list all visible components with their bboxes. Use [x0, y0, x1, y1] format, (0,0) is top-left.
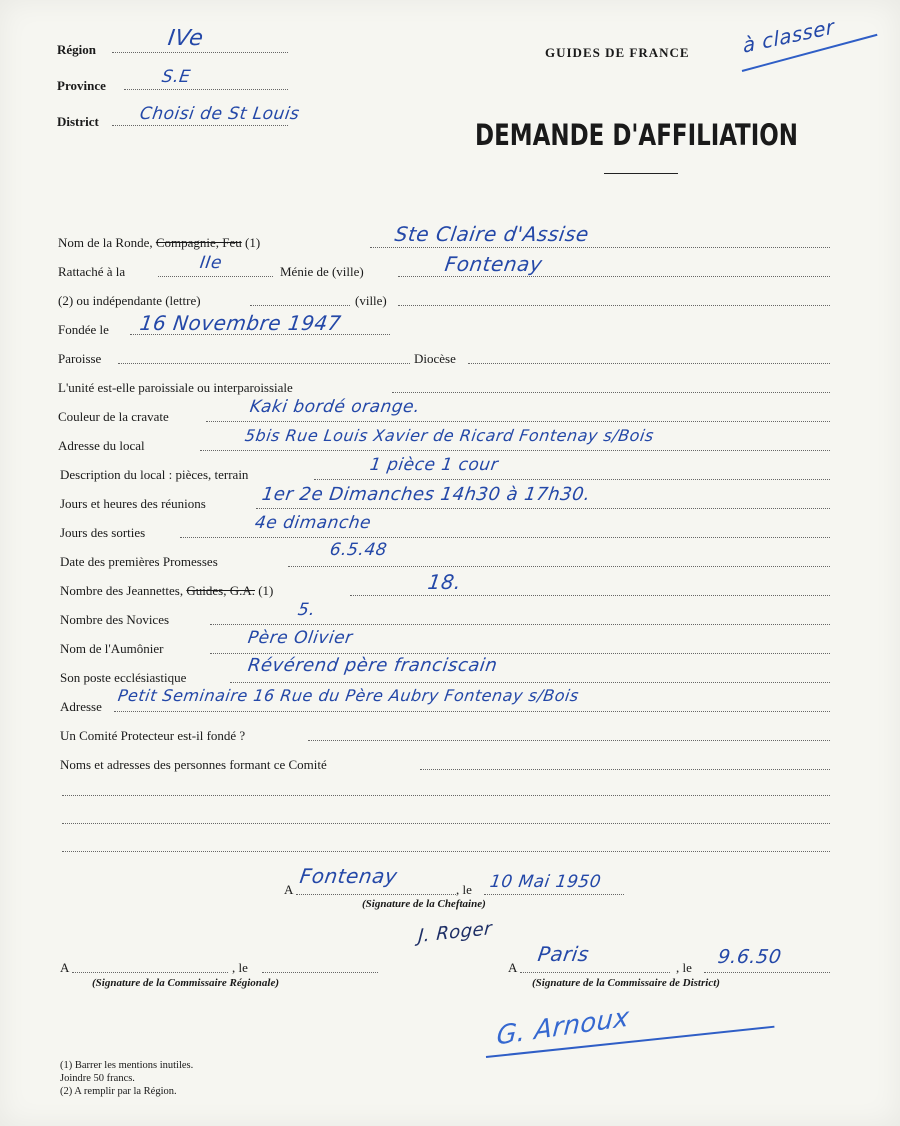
description-line	[314, 479, 830, 480]
jours-reunions-value: 1er 2e Dimanches 14h30 à 17h30.	[260, 484, 592, 505]
noms-line-2	[62, 795, 830, 796]
ronde-value: Ste Claire d'Assise	[393, 222, 591, 246]
ronde-line	[370, 247, 830, 248]
fondee-value: 16 Novembre 1947	[138, 311, 343, 335]
district-caption: (Signature de la Commissaire de District)	[532, 977, 720, 989]
noms-line	[420, 769, 830, 770]
noms-label: Noms et adresses des personnes formant ce Comité	[60, 757, 327, 772]
jours-reunions-label: Jours et heures des réunions	[60, 496, 206, 511]
cheftaine-date: 10 Mai 1950	[488, 872, 603, 892]
district-signature: G. Arnoux	[495, 1002, 631, 1052]
rattache-line	[158, 276, 273, 277]
adresse-local-label: Adresse du local	[58, 438, 145, 453]
indep-label: (2) ou indépendante (lettre)	[58, 293, 201, 308]
paroisse-line	[118, 363, 410, 364]
adresse-value: Petit Seminaire 16 Rue du Père Aubry Fontenay s/Bois	[116, 686, 581, 705]
adresse-line	[114, 711, 830, 712]
jours-sorties-value: 4e dimanche	[253, 513, 373, 533]
fondee-label: Fondée le	[58, 322, 109, 337]
org-name: GUIDES DE FRANCE	[545, 45, 690, 60]
regionale-date-line	[262, 972, 378, 973]
description-label: Description du local : pièces, terrain	[60, 467, 249, 482]
district-date: 9.6.50	[716, 946, 783, 968]
menie-label: Ménie de (ville)	[280, 264, 364, 279]
region-value: IVe	[166, 26, 206, 51]
novices-value: 5.	[296, 600, 317, 620]
classer-annotation: à classer	[742, 14, 836, 58]
ville-label: (ville)	[355, 293, 387, 308]
regionale-le-label: , le	[232, 960, 248, 975]
cheftaine-a-label: A	[284, 882, 294, 897]
province-label: Province	[57, 78, 106, 93]
cheftaine-date-line	[484, 894, 624, 895]
adresse-local-line	[200, 450, 830, 451]
province-line	[124, 89, 288, 90]
regionale-caption: (Signature de la Commissaire Régionale)	[92, 977, 280, 989]
aumonier-label: Nom de l'Aumônier	[60, 641, 164, 656]
cheftaine-place: Fontenay	[298, 864, 400, 888]
description-value: 1 pièce 1 cour	[368, 455, 500, 475]
adresse-local-value: 5bis Rue Louis Xavier de Ricard Fontenay s/Bois	[243, 426, 656, 445]
footnote-2: Joindre 50 francs.	[60, 1073, 135, 1084]
regionale-a-label: A	[60, 960, 70, 975]
comite-line	[308, 740, 830, 741]
footnote-1: (1) Barrer les mentions inutiles.	[60, 1060, 194, 1071]
jeannettes-value: 18.	[426, 570, 463, 594]
cheftaine-le-label: , le	[456, 882, 472, 897]
noms-line-4	[62, 851, 830, 852]
paroisse-label: Paroisse	[58, 351, 102, 366]
jours-sorties-label: Jours des sorties	[60, 525, 146, 540]
cheftaine-caption: (Signature de la Cheftaine)	[362, 898, 486, 910]
region-label: Région	[57, 42, 96, 57]
region-line	[112, 52, 288, 53]
jeannettes-line	[350, 595, 830, 596]
indep-line	[250, 305, 350, 306]
district-line	[112, 125, 288, 126]
cheftaine-place-line	[296, 894, 456, 895]
menie-value: Fontenay	[443, 252, 545, 276]
ronde-label: Nom de la Ronde, Compagnie, Feu (1)	[58, 235, 261, 250]
novices-line	[210, 624, 830, 625]
promesses-line	[288, 566, 830, 567]
ville-line	[398, 305, 830, 306]
noms-line-3	[62, 823, 830, 824]
title-rule	[604, 173, 678, 174]
jeannettes-label: Nombre des Jeannettes, Guides, G.A. (1)	[60, 583, 274, 598]
footnote-3: (2) A remplir par la Région.	[60, 1086, 177, 1097]
unite-label: L'unité est-elle paroissiale ou interparoissiale	[58, 380, 293, 395]
district-a-label: A	[508, 960, 518, 975]
adresse-label: Adresse	[60, 699, 102, 714]
aumonier-line	[210, 653, 830, 654]
district-place: Paris	[536, 942, 591, 966]
regionale-signature: J. Roger	[417, 917, 493, 948]
poste-line	[230, 682, 830, 683]
unite-line	[392, 392, 830, 393]
novices-label: Nombre des Novices	[60, 612, 170, 627]
jours-reunions-line	[256, 508, 830, 509]
district-date-line	[704, 972, 830, 973]
promesses-value: 6.5.48	[328, 540, 389, 560]
district-value: Choisi de St Louis	[138, 104, 301, 124]
district-place-line	[520, 972, 670, 973]
cravate-label: Couleur de la cravate	[58, 409, 169, 424]
cravate-value: Kaki bordé orange.	[248, 397, 422, 417]
poste-label: Son poste ecclésiastique	[60, 670, 187, 685]
district-le-label: , le	[676, 960, 692, 975]
regionale-place-line	[72, 972, 228, 973]
diocese-label: Diocèse	[414, 351, 456, 366]
province-value: S.E	[160, 67, 192, 87]
rattache-label: Rattaché à la	[58, 264, 126, 279]
promesses-label: Date des premières Promesses	[60, 554, 218, 569]
district-label: District	[57, 114, 99, 129]
menie-line	[398, 276, 830, 277]
aumonier-value: Père Olivier	[246, 628, 355, 648]
diocese-line	[468, 363, 830, 364]
page-title: DEMANDE D'AFFILIATION	[475, 118, 798, 152]
jours-sorties-line	[180, 537, 830, 538]
rattache-value: IIe	[198, 253, 224, 273]
poste-value: Révérend père franciscain	[246, 655, 499, 676]
comite-label: Un Comité Protecteur est-il fondé ?	[60, 728, 246, 743]
cravate-line	[206, 421, 830, 422]
